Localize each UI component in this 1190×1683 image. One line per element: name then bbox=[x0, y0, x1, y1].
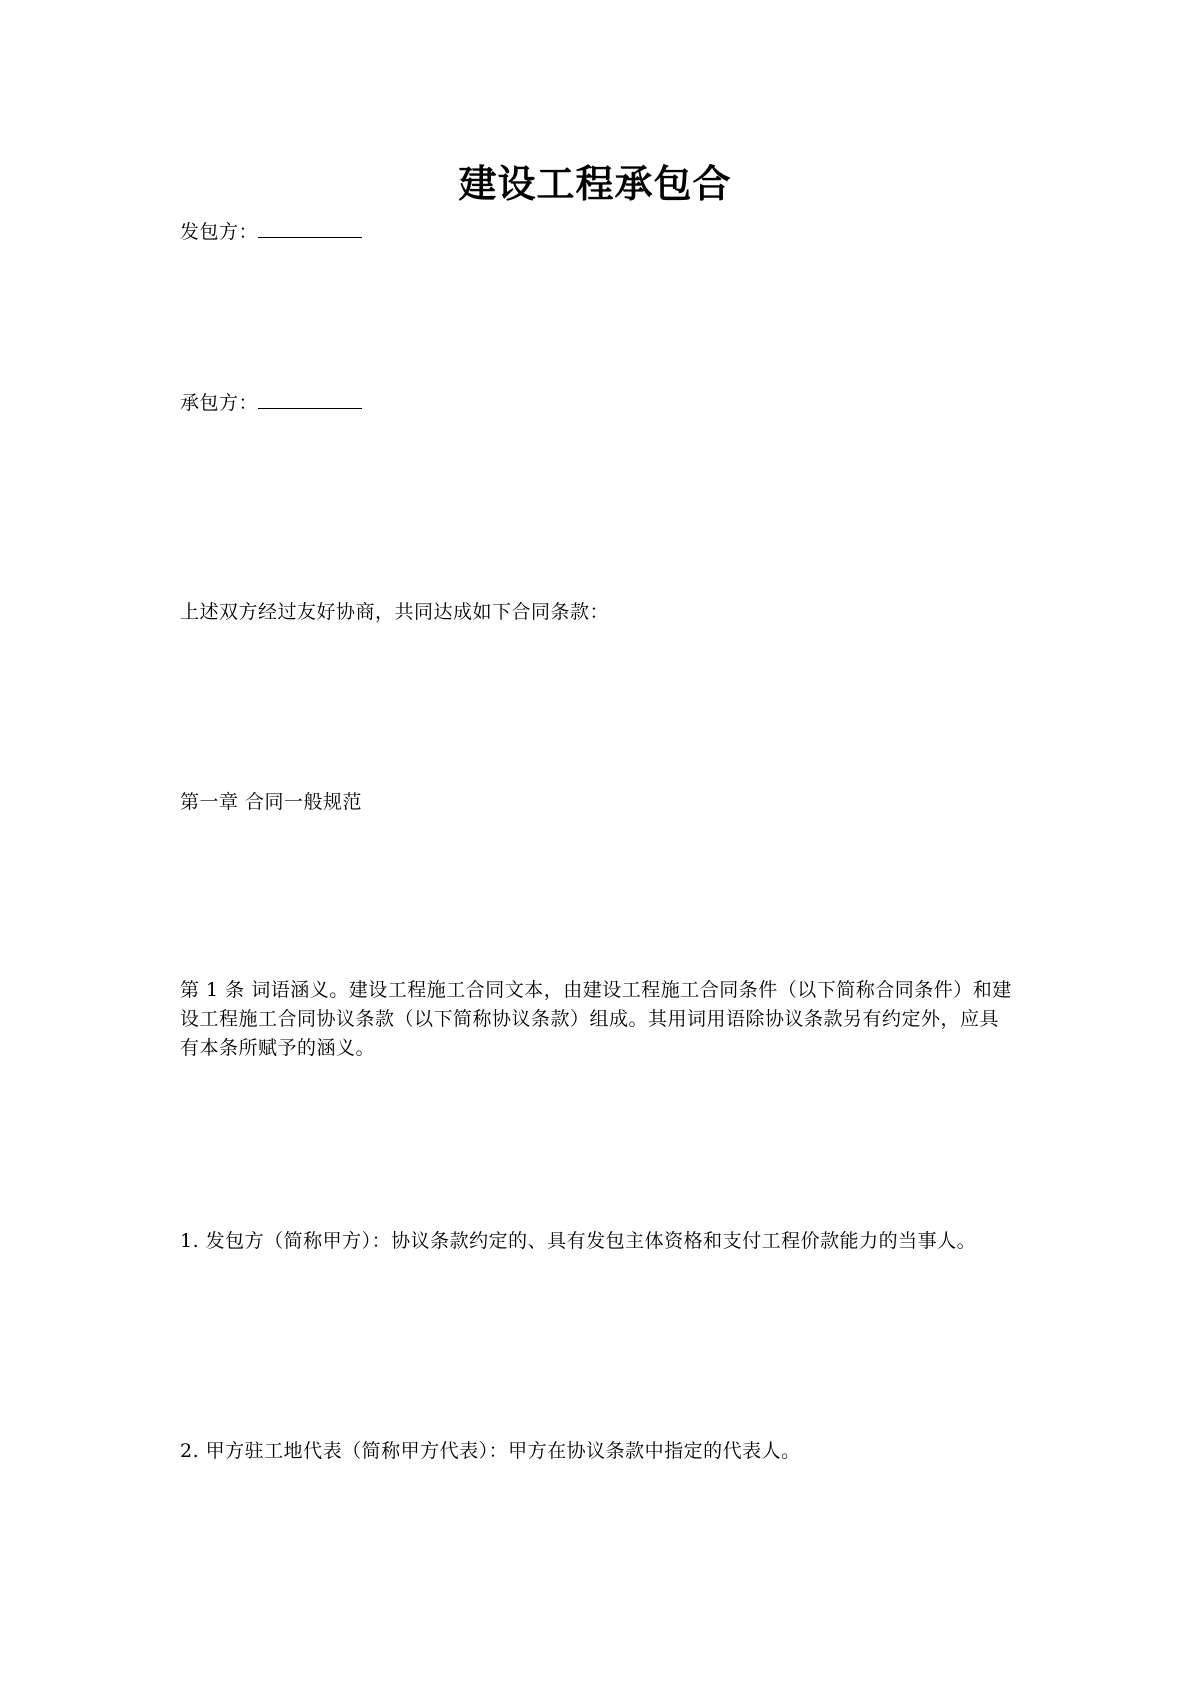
employer-label: 发包方： bbox=[180, 221, 259, 243]
item-1-paragraph: 1. 发包方（简称甲方）：协议条款约定的、具有发包主体资格和支付工程价款能力的当事人。 bbox=[180, 1230, 977, 1252]
contractor-label: 承包方： bbox=[180, 392, 259, 414]
employer-line bbox=[180, 218, 1015, 247]
document-title: 建设工程承包合 bbox=[458, 161, 732, 206]
contractor-line bbox=[180, 389, 1015, 418]
intro-paragraph: 上述双方经过友好协商，共同达成如下合同条款： bbox=[180, 601, 610, 623]
article-1-paragraph: 第 1 条 词语涵义。建设工程施工合同文本，由建设工程施工合同条件（以下简称合同条件）和建设工程施工合同协议条款（以下简称协议条款）组成。其用词用语除协议条款另有约定外，应具有本条所赋予的涵义。 bbox=[180, 979, 1012, 1059]
employer-name-blank bbox=[258, 219, 362, 238]
chapter-heading: 第一章 合同一般规范 bbox=[180, 791, 363, 813]
contractor-name-blank bbox=[258, 390, 362, 409]
item-2-paragraph: 2. 甲方驻工地代表（简称甲方代表）：甲方在协议条款中指定的代表人。 bbox=[180, 1440, 801, 1462]
